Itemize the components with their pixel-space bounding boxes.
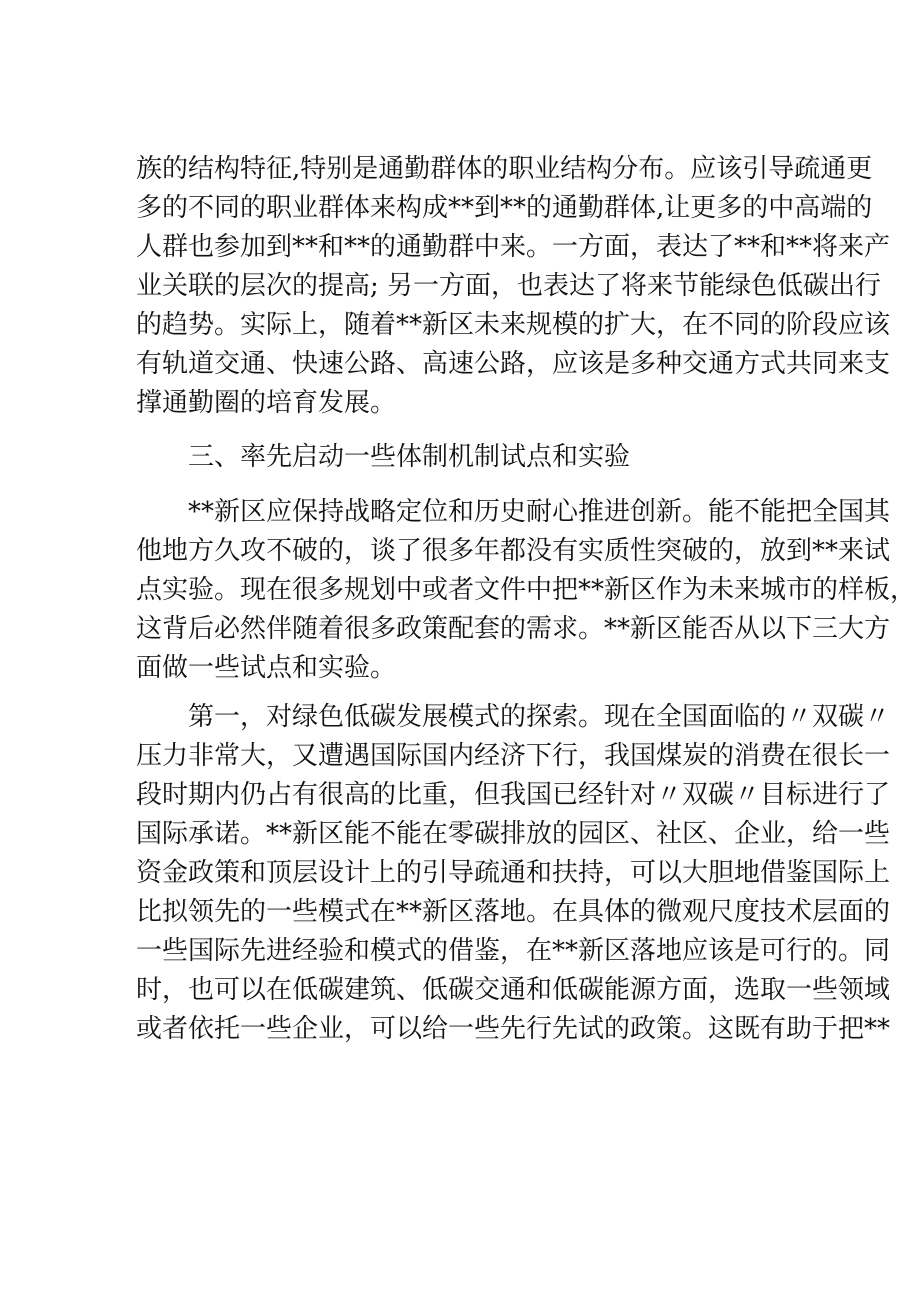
text-line: **新区应保持战略定位和历史耐心推进创新。能不能把全国其 — [188, 497, 891, 527]
text-line: 业关联的层次的提高; 另一方面，也表达了将来节能绿色低碳出行 — [136, 271, 882, 301]
text-line: 第一，对绿色低碳发展模式的探索。现在全国面临的〃双碳〃 — [188, 702, 891, 732]
text-line: 撑通勤圈的培育发展。 — [136, 388, 397, 418]
paragraph-green-low-carbon — [136, 698, 891, 1049]
text-line: 时，也可以在低碳建筑、低碳交通和低碳能源方面，选取一些领域 — [136, 975, 891, 1005]
text-line: 点实验。现在很多规划中或者文件中把**新区作为未来城市的样板， — [136, 575, 917, 605]
text-line: 面做一些试点和实验。 — [136, 653, 397, 683]
text-line: 这背后必然伴随着很多政策配套的需求。**新区能否从以下三大方 — [136, 614, 891, 644]
paragraph-commuting-structure — [136, 150, 891, 423]
paragraph-spacer — [136, 688, 796, 698]
text-line: 或者依托一些企业，可以给一些先行先试的政策。这既有助于把** — [136, 1014, 891, 1044]
document-body — [136, 150, 917, 1049]
text-line: 人群也参加到**和**的通勤群中来。一方面，表达了**和**将来产 — [136, 232, 891, 262]
text-line: 一些国际先进经验和模式的借鉴，在**新区落地应该是可行的。同 — [136, 936, 891, 966]
text-line: 压力非常大，又遭遇国际国内经济下行，我国煤炭的消费在很长一 — [136, 741, 891, 771]
text-line: 族的结构特征,特别是通勤群体的职业结构分布。应该引导疏通更 — [136, 154, 873, 184]
paragraph-pilot-experiments — [136, 493, 917, 688]
text-line: 国际承诺。**新区能不能在零碳排放的园区、社区、企业，给一些 — [136, 819, 891, 849]
text-line: 多的不同的职业群体来构成**到**的通勤群体,让更多的中高端的 — [136, 193, 873, 223]
text-line: 的趋势。实际上，随着**新区未来规模的扩大，在不同的阶段应该 — [136, 310, 891, 340]
text-line: 资金政策和顶层设计上的引导疏通和扶持，可以大胆地借鉴国际上 — [136, 858, 891, 888]
text-line: 比拟领先的一些模式在**新区落地。在具体的微观尺度技术层面的 — [136, 897, 891, 927]
heading-text: 三、率先启动一些体制机制试点和实验 — [188, 442, 631, 472]
text-line: 有轨道交通、快速公路、高速公路，应该是多种交通方式共同来支 — [136, 349, 891, 379]
paragraph-spacer — [136, 477, 796, 493]
paragraph-spacer — [136, 423, 796, 438]
section-heading — [136, 438, 796, 477]
text-line: 他地方久攻不破的，谈了很多年都没有实质性突破的，放到**来试 — [136, 536, 891, 566]
text-line: 段时期内仍占有很高的比重，但我国已经针对〃双碳〃目标进行了 — [136, 780, 891, 810]
